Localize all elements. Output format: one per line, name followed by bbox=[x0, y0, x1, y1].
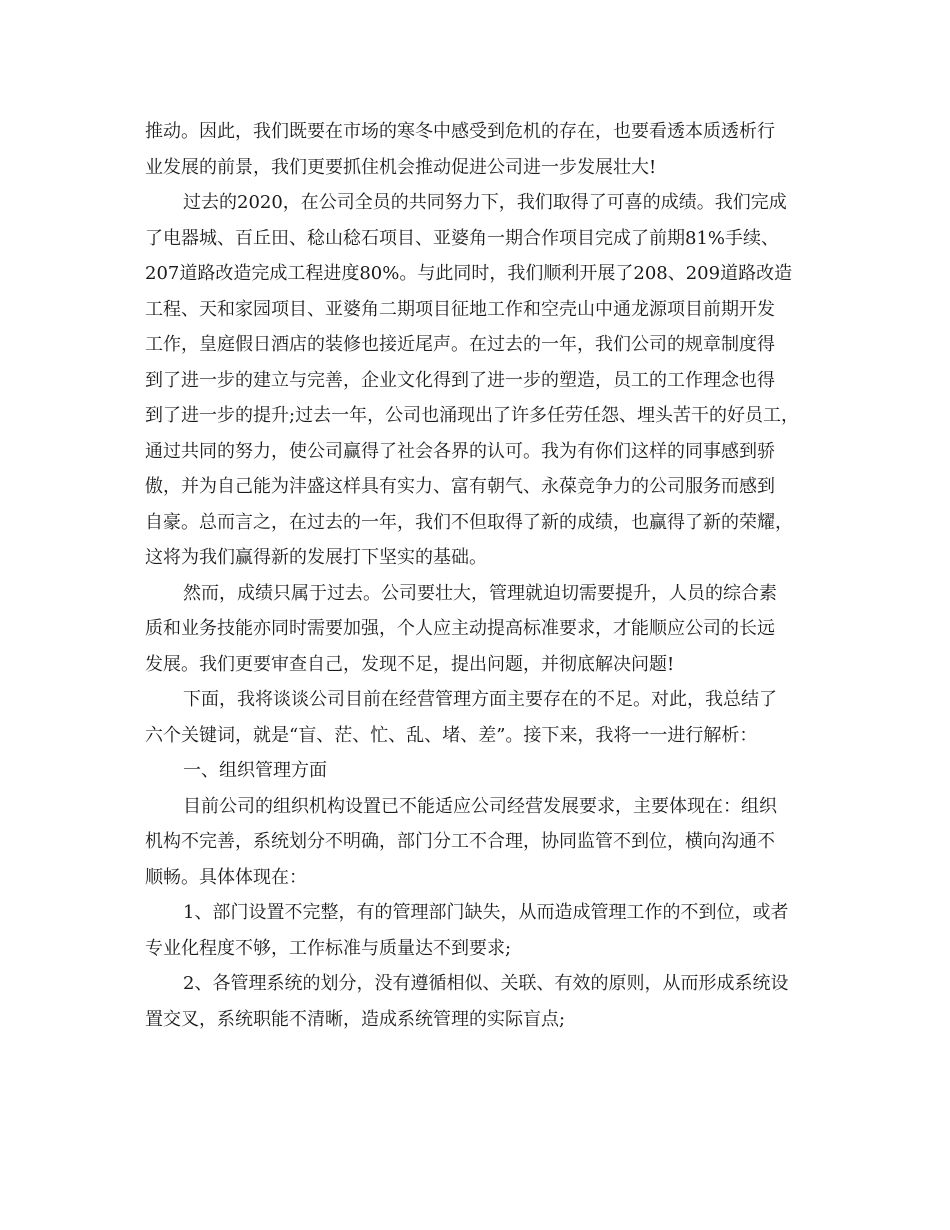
text-line: 过去的2020，在公司全员的共同努力下，我们取得了可喜的成绩。我们完成 bbox=[183, 192, 787, 213]
text-line: 然而，成绩只属于过去。公司要壮大，管理就迫切需要提升，人员的综合素 bbox=[183, 582, 777, 604]
text-line: 目前公司的组织机构设置已不能适应公司经营发展要求，主要体现在：组织 bbox=[183, 795, 777, 817]
text-line: 这将为我们赢得新的发展打下坚实的基础。 bbox=[145, 547, 487, 568]
text-line: 置交叉，系统职能不清晰，造成系统管理的实际盲点; bbox=[145, 1008, 566, 1030]
text-line: 2、各管理系统的划分，没有遵循相似、关联、有效的原则，从而形成系统设 bbox=[183, 973, 789, 994]
text-line: 推动。因此，我们既要在市场的寒冬中感受到危机的存在，也要看透本质透析行 bbox=[145, 121, 775, 142]
text-line: 到了进一步的建立与完善，企业文化得到了进一步的塑造，员工的工作理念也得 bbox=[145, 369, 775, 391]
text-line: 一、组织管理方面 bbox=[183, 760, 327, 781]
text-line: 到了进一步的提升;过去一年，公司也涌现出了许多任劳任怨、埋头苦干的好员工， bbox=[145, 405, 800, 426]
text-line: 自豪。总而言之，在过去的一年，我们不但取得了新的成绩，也赢得了新的荣耀， bbox=[145, 511, 793, 533]
text-line: 傲，并为自己能为沣盛这样具有实力、富有朝气、永葆竞争力的公司服务而感到 bbox=[145, 476, 775, 497]
text-line: 顺畅。具体体现在： bbox=[145, 866, 307, 888]
text-line: 六个关键词，就是“盲、茫、忙、乱、堵、差”。接下来，我将一一进行解析： bbox=[145, 724, 758, 746]
text-line: 发展。我们更要审查自己，发现不足，提出问题，并彻底解决问题! bbox=[145, 653, 675, 675]
text-line: 工程、天和家园项目、亚婆角二期项目征地工作和空壳山中通龙源项目前期开发 bbox=[145, 298, 775, 320]
text-line: 下面，我将谈谈公司目前在经营管理方面主要存在的不足。对此，我总结了 bbox=[183, 689, 777, 710]
text-line: 1、部门设置不完整，有的管理部门缺失，从而造成管理工作的不到位，或者 bbox=[183, 902, 789, 923]
text-line: 业发展的前景，我们更要抓住机会推动促进公司进一步发展壮大! bbox=[145, 156, 657, 178]
text-line: 通过共同的努力，使公司赢得了社会各界的认可。我为有你们这样的同事感到骄 bbox=[145, 440, 775, 462]
text-line: 了电器城、百丘田、稔山稔石项目、亚婆角一期合作项目完成了前期81%手续、 bbox=[145, 227, 780, 249]
text-line: 专业化程度不够，工作标准与质量达不到要求; bbox=[145, 937, 512, 959]
document-body bbox=[145, 114, 825, 1037]
text-line: 工作，皇庭假日酒店的装修也接近尾声。在过去的一年，我们公司的规章制度得 bbox=[145, 334, 775, 355]
text-line: 质和业务技能亦同时需要加强，个人应主动提高标准要求，才能顺应公司的长远 bbox=[145, 618, 775, 639]
text-line: 207道路改造完成工程进度80%。与此同时，我们顺利开展了208、209道路改造 bbox=[145, 263, 793, 284]
text-line: 机构不完善，系统划分不明确，部门分工不合理，协同监管不到位，横向沟通不 bbox=[145, 831, 775, 852]
